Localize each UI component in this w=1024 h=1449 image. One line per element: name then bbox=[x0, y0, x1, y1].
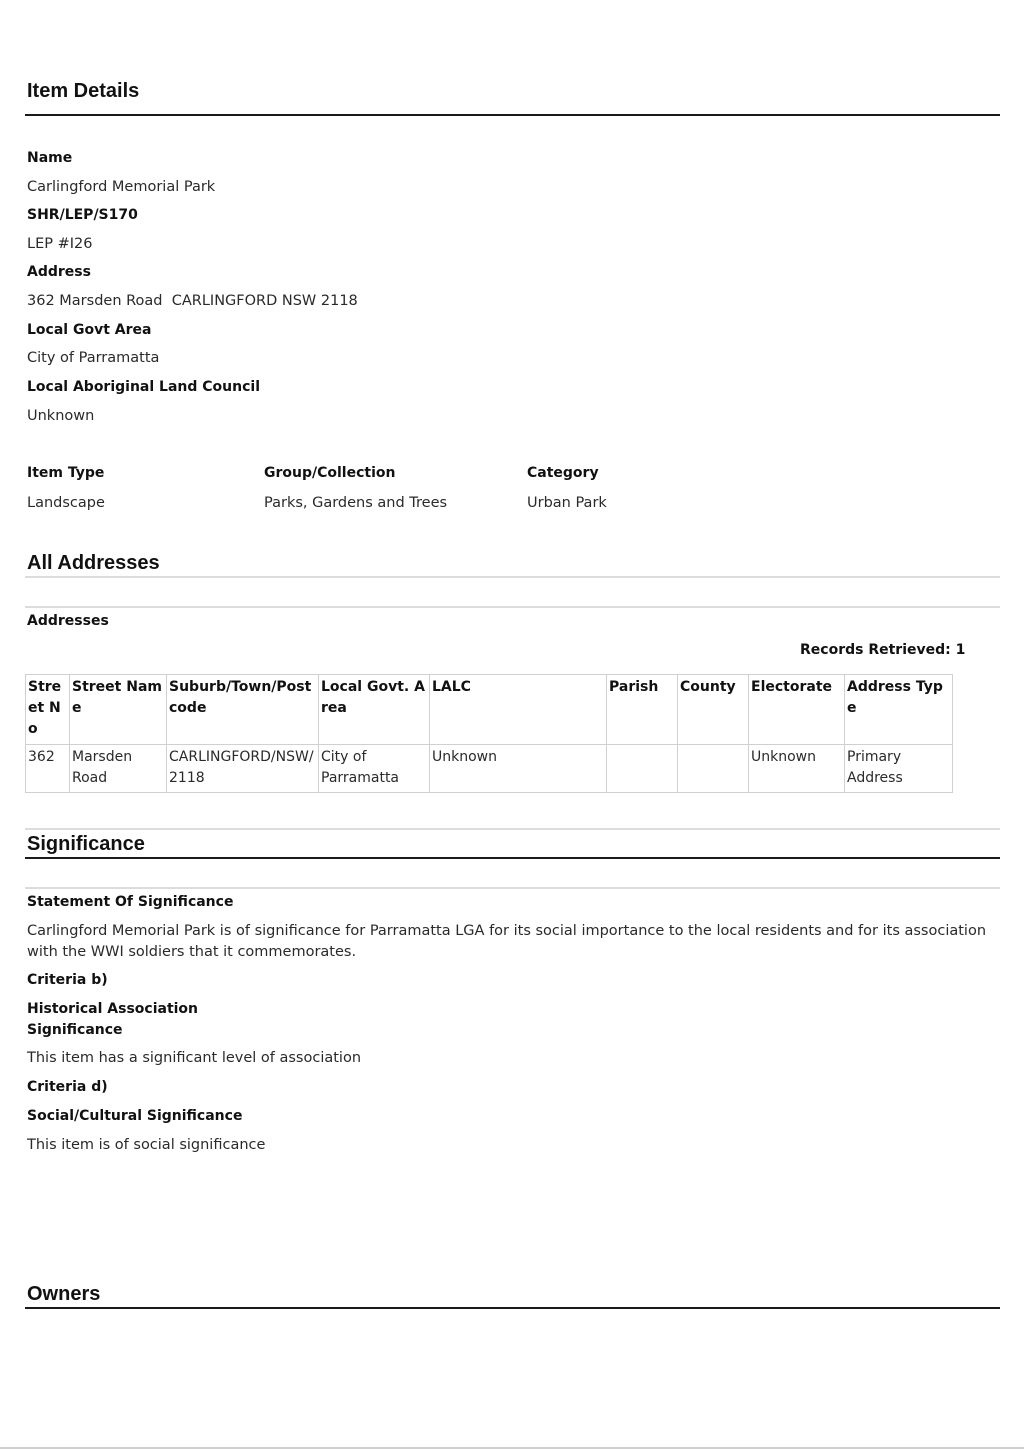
all-addresses-heading: All Addresses bbox=[27, 552, 160, 574]
lalc-value: Unknown bbox=[27, 408, 95, 424]
column-header: County bbox=[678, 675, 749, 745]
historical-label-line2: Significance bbox=[27, 1022, 123, 1038]
column-header: Street No bbox=[26, 675, 70, 745]
listing-value: LEP #I26 bbox=[27, 236, 93, 252]
listing-label: SHR/LEP/S170 bbox=[27, 207, 138, 223]
historical-text: This item has a significant level of association bbox=[27, 1050, 362, 1066]
item-type-value: Landscape bbox=[27, 495, 105, 511]
column-header: Electorate bbox=[749, 675, 845, 745]
group-value: Parks, Gardens and Trees bbox=[264, 495, 448, 511]
column-header: LALC bbox=[430, 675, 607, 745]
addresses-table bbox=[25, 674, 953, 793]
historical-label-line1: Historical Association bbox=[27, 1001, 199, 1017]
table-cell bbox=[678, 745, 749, 793]
lalc-label: Local Aboriginal Land Council bbox=[27, 379, 260, 395]
category-value: Urban Park bbox=[527, 495, 607, 511]
significance-top-rule bbox=[25, 828, 1000, 830]
table-cell: CARLINGFORD/NSW/2118 bbox=[167, 745, 319, 793]
item-details-heading: Item Details bbox=[27, 80, 140, 102]
column-header: Local Govt. Area bbox=[319, 675, 430, 745]
owners-heading: Owners bbox=[27, 1283, 101, 1305]
item-details-rule bbox=[25, 114, 1000, 116]
table-cell: Primary Address bbox=[845, 745, 953, 793]
statement-label: Statement Of Significance bbox=[27, 894, 234, 910]
address-value: 362 Marsden Road CARLINGFORD NSW 2118 bbox=[27, 293, 358, 309]
table-cell: Marsden Road bbox=[70, 745, 167, 793]
column-header: Parish bbox=[607, 675, 678, 745]
table-cell: Unknown bbox=[749, 745, 845, 793]
addresses-rule bbox=[25, 606, 1000, 608]
name-value: Carlingford Memorial Park bbox=[27, 179, 216, 195]
category-label: Category bbox=[527, 465, 599, 481]
table-header-row bbox=[26, 675, 953, 745]
table-cell: Unknown bbox=[430, 745, 607, 793]
table-cell: 362 bbox=[26, 745, 70, 793]
group-label: Group/Collection bbox=[264, 465, 396, 481]
item-type-label: Item Type bbox=[27, 465, 105, 481]
owners-rule bbox=[25, 1307, 1000, 1309]
lga-label: Local Govt Area bbox=[27, 322, 152, 338]
table-row bbox=[26, 745, 953, 793]
column-header: Address Type bbox=[845, 675, 953, 745]
table-cell bbox=[607, 745, 678, 793]
social-label: Social/Cultural Significance bbox=[27, 1108, 243, 1124]
address-label: Address bbox=[27, 264, 91, 280]
column-header: Suburb/Town/Postcode bbox=[167, 675, 319, 745]
statement-text: Carlingford Memorial Park is of significance for Parramatta LGA for its social importance to the local residents and for its association with the WWI soldiers that it commemorates. bbox=[27, 923, 987, 960]
all-addresses-rule bbox=[25, 576, 1000, 578]
criteria-d-label: Criteria d) bbox=[27, 1079, 108, 1095]
significance-rule bbox=[25, 857, 1000, 859]
criteria-b-label: Criteria b) bbox=[27, 972, 108, 988]
statement-rule bbox=[25, 887, 1000, 889]
addresses-subheading: Addresses bbox=[27, 613, 109, 629]
records-retrieved: Records Retrieved: 1 bbox=[800, 642, 966, 658]
lga-value: City of Parramatta bbox=[27, 350, 160, 366]
significance-heading: Significance bbox=[27, 833, 145, 855]
social-text: This item is of social significance bbox=[27, 1137, 266, 1153]
name-label: Name bbox=[27, 150, 73, 166]
table-cell: City of Parramatta bbox=[319, 745, 430, 793]
column-header: Street Name bbox=[70, 675, 167, 745]
